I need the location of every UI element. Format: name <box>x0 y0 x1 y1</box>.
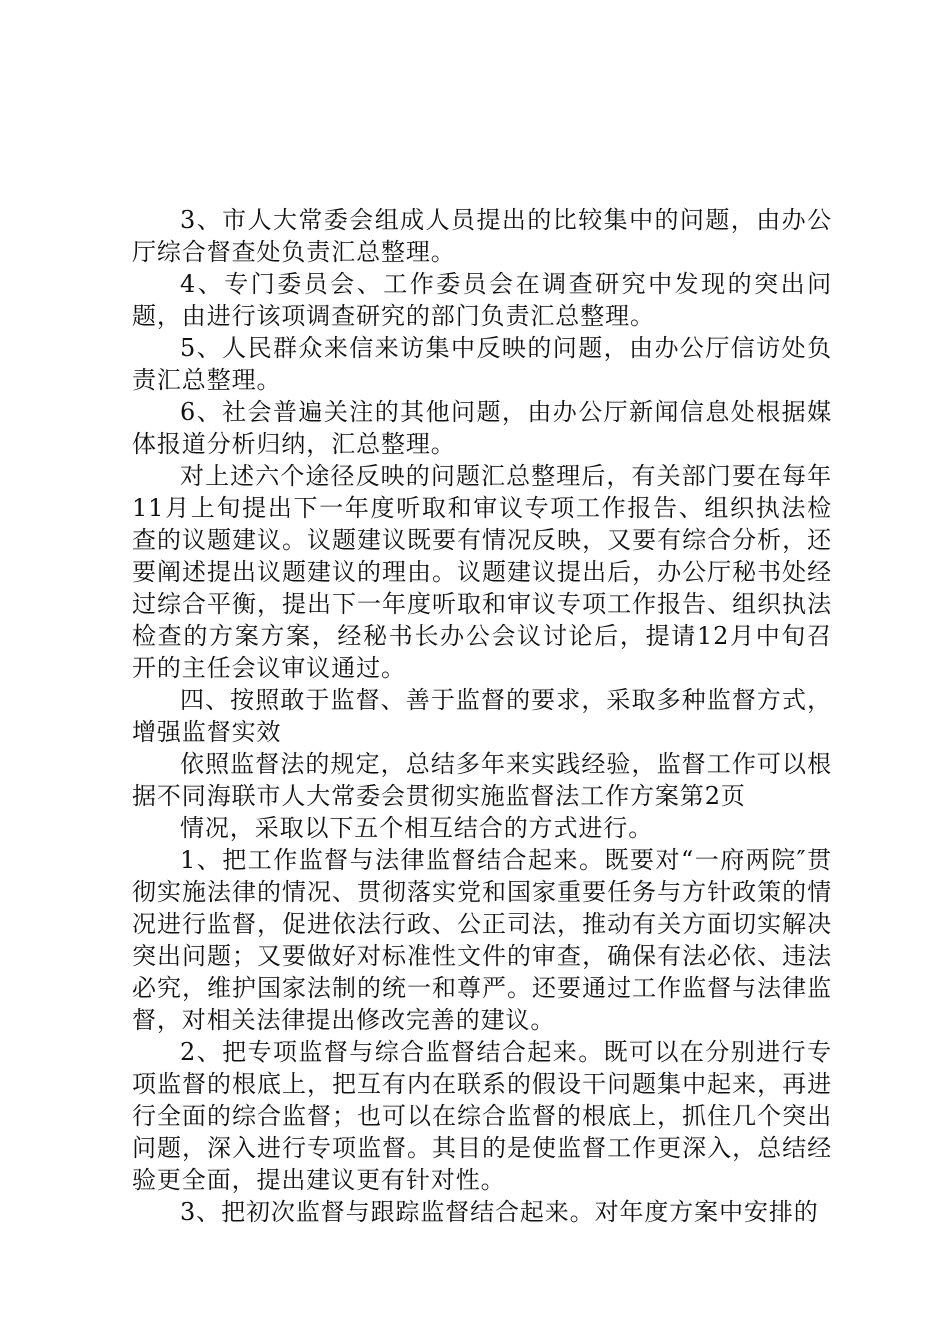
paragraph-method-3: 3、把初次监督与跟踪监督结合起来。对年度方案中安排的 <box>180 1198 819 1226</box>
paragraph-item-5: 5、人民群众来信来访集中反映的问题，由办公厅信访处负责汇总整理。 <box>132 334 832 394</box>
paragraph-method-1: 1、把工作监督与法律监督结合起来。既要对“一府两院″贯彻实施法律的情况、贯彻落实党和国家重要任务与方针政策的情况进行监督，促进依法行政、公正司法，推动有关方面切实解决突出问题；又要做好对标准性文件的审查，确保有法必依、违法必究，维护国家法制的统一和尊严。还要通过工作监督与法律监督，对相关法律提出修改完善的建议。 <box>132 846 832 1034</box>
section-heading-4: 四、按照敢于监督、善于监督的要求，采取多种监督方式，增强监督实效 <box>132 686 832 746</box>
paragraph-summary: 对上述六个途径反映的问题汇总整理后，有关部门要在每年11月上旬提出下一年度听取和审议专项工作报告、组织执法检查的议题建议。议题建议既要有情况反映，又要有综合分析，还要阐述提出议题建议的理由。议题建议提出后，办公厅秘书处经过综合平衡，提出下一年度听取和审议专项工作报告、组织执法检查的方案方案，经秘书长办公会议讨论后，提请12月中旬召开的主任会议审议通过。 <box>132 462 832 682</box>
paragraph-item-6: 6、社会普遍关注的其他问题，由办公厅新闻信息处根据媒体报道分析归纳，汇总整理。 <box>132 398 832 458</box>
paragraph-item-3: 3、市人大常委会组成人员提出的比较集中的问题，由办公厅综合督查处负责汇总整理。 <box>132 206 832 266</box>
paragraph-method-2: 2、把专项监督与综合监督结合起来。既可以在分别进行专项监督的根底上，把互有内在联系的假设干问题集中起来，再进行全面的综合监督；也可以在综合监督的根底上，抓住几个突出问题，深入进行专项监督。其目的是使监督工作更深入，总结经验更全面，提出建议更有针对性。 <box>132 1038 832 1194</box>
paragraph-item-4: 4、专门委员会、工作委员会在调查研究中发现的突出问题，由进行该项调查研究的部门负责汇总整理。 <box>132 270 832 330</box>
document-body <box>132 204 832 1228</box>
paragraph-intro: 依照监督法的规定，总结多年来实践经验，监督工作可以根据不同海联市人大常委会贯彻实施监督法工作方案第2页 <box>132 750 832 810</box>
paragraph-intro-continued: 情况，采取以下五个相互结合的方式进行。 <box>180 814 654 842</box>
